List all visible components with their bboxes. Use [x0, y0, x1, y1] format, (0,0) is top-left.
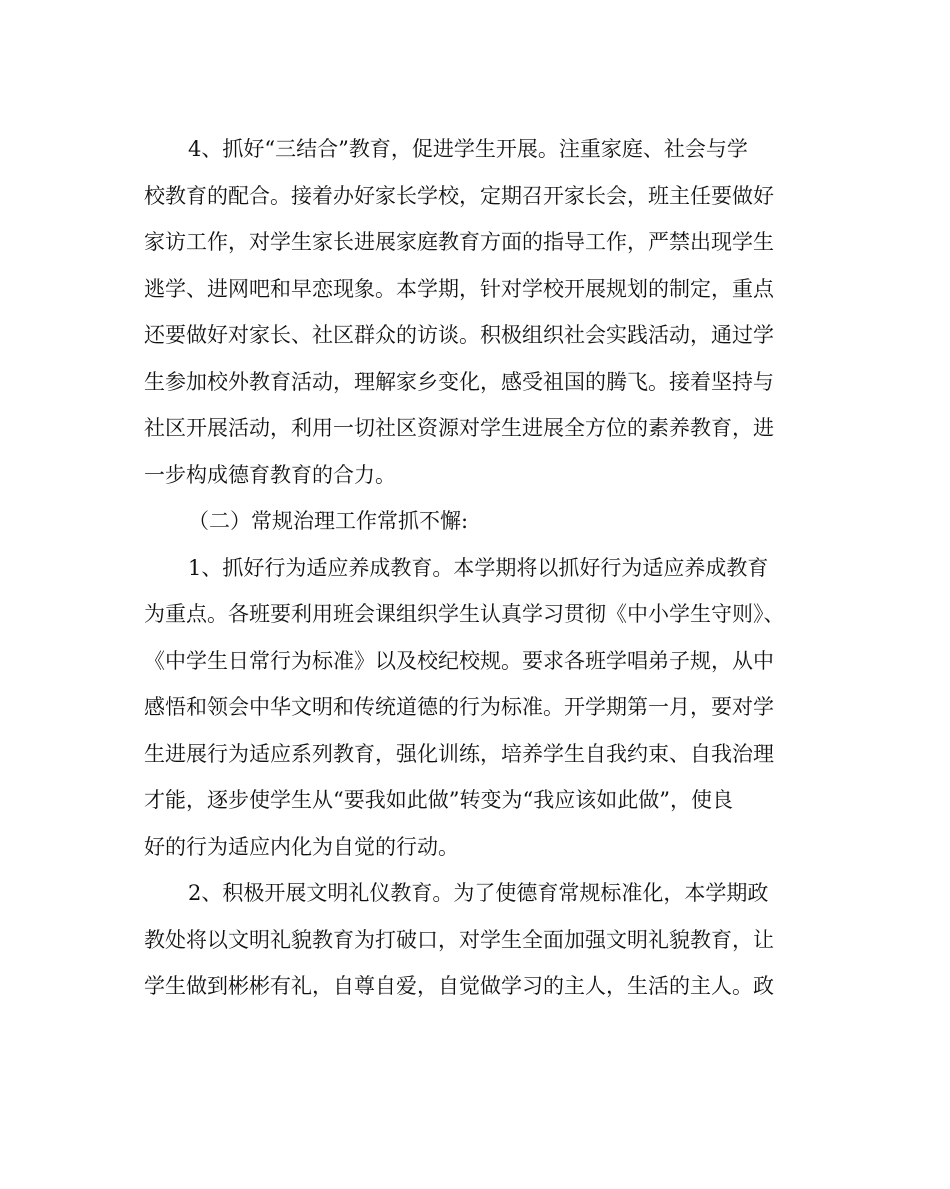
- text-line: 为重点。各班要利用班会课组织学生认真学习贯彻《中小学生守则》、: [144, 602, 785, 626]
- text-line: 4、抓好“三结合”教育，促进学生开展。注重家庭、社会与学: [188, 137, 748, 161]
- text-line: 家访工作，对学生家长进展家庭教育方面的指导工作，严禁出现学生: [144, 230, 774, 254]
- text-line: 逃学、进网吧和早恋现象。本学期，针对学校开展规划的制定，重点: [144, 276, 774, 301]
- text-line: 生进展行为适应系列教育，强化训练，培养学生自我约束、自我治理: [144, 741, 774, 766]
- text-line: 校教育的配合。接着办好家长学校，定期召开家长会，班主任要做好: [144, 183, 774, 208]
- text-line: 《中学生日常行为标准》以及校纪校规。要求各班学唱弟子规，从中: [144, 648, 774, 673]
- text-line: 社区开展活动，利用一切社区资源对学生进展全方位的素养教育，进: [144, 416, 774, 440]
- text-line: 2、积极开展文明礼仪教育。为了使德育常规标准化，本学期政: [188, 881, 769, 905]
- text-line: 教处将以文明礼貌教育为打破口，对学生全面加强文明礼貌教育，让: [144, 927, 774, 952]
- text-line: 生参加校外教育活动，理解家乡变化，感受祖国的腾飞。接着坚持与: [144, 369, 774, 394]
- text-line: 学生做到彬彬有礼，自尊自爱，自觉做学习的主人，生活的主人。政: [144, 974, 774, 998]
- text-line: 好的行为适应内化为自觉的行动。: [144, 834, 459, 859]
- text-line: 还要做好对家长、社区群众的访谈。积极组织社会实践活动，通过学: [144, 323, 774, 347]
- document-body: [144, 126, 804, 1010]
- text-line: 感悟和领会中华文明和传统道德的行为标准。开学期第一月，要对学: [144, 695, 774, 719]
- text-line: 一步构成德育教育的合力。: [144, 462, 396, 487]
- text-line: （二）常规治理工作常抓不懈:: [188, 509, 469, 533]
- text-line: 1、抓好行为适应养成教育。本学期将以抓好行为适应养成教育: [188, 555, 769, 580]
- text-line: 才能，逐步使学生从“要我如此做”转变为“我应该如此做”，使良: [144, 788, 733, 812]
